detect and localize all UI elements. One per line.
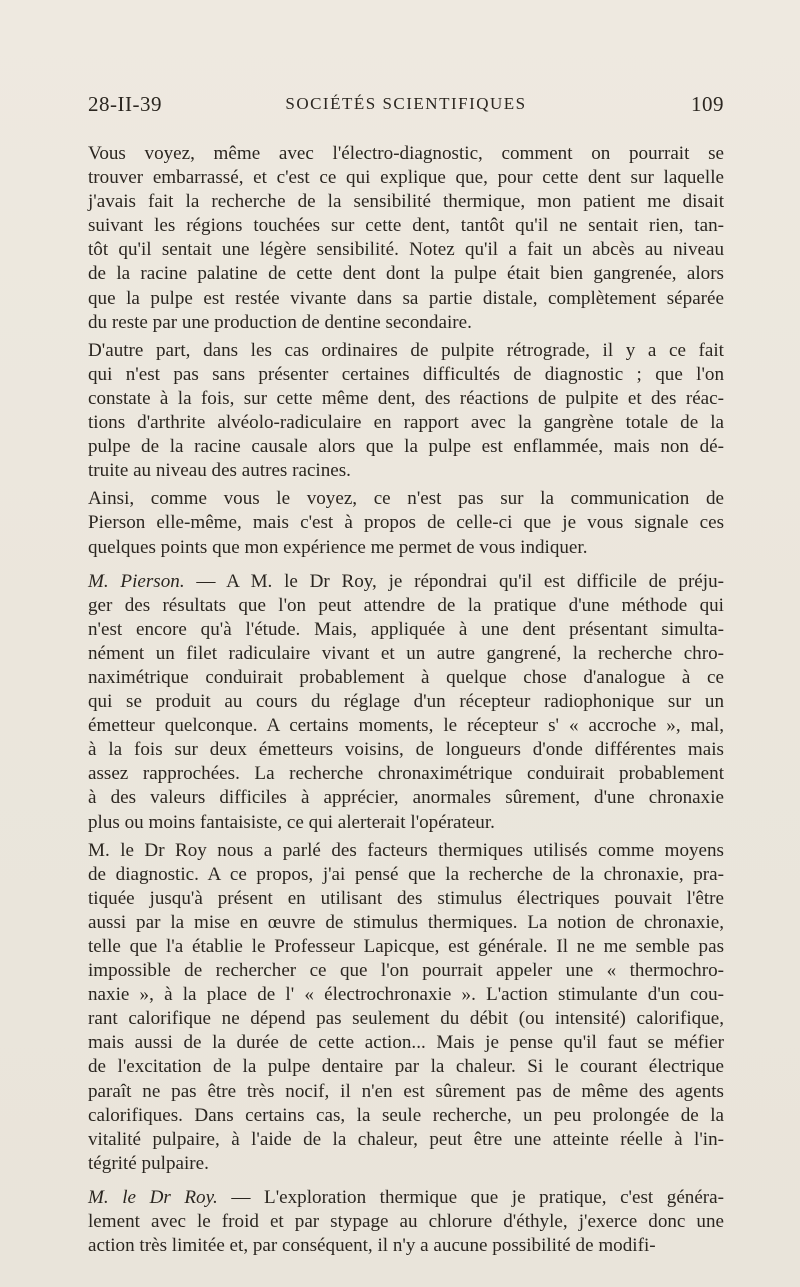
text-line: à des valeurs difficiles à apprécier, anormales sûrement, d'une chronaxie bbox=[88, 787, 724, 809]
text-line: paraît ne pas être très nocif, il n'en est sûrement pas de même des agents bbox=[88, 1080, 724, 1102]
speaker-name: M. le Dr Roy. bbox=[88, 1186, 218, 1208]
text-line: M. le Dr Roy nous a parlé des facteurs thermiques utilisés comme moyens bbox=[88, 839, 724, 861]
paragraph bbox=[88, 142, 724, 335]
text-line: du reste par une production de dentine secondaire. bbox=[88, 311, 472, 333]
running-header bbox=[88, 92, 724, 122]
text-line: de diagnostic. A ce propos, j'ai pensé que la recherche de la chronaxie, pra- bbox=[88, 863, 724, 885]
header-date: 28-II-39 bbox=[88, 92, 162, 116]
text-line: action très limitée et, par conséquent, il n'y a aucune possibilité de modifi- bbox=[88, 1235, 656, 1257]
text-line: n'est encore qu'à l'étude. Mais, appliquée à une dent présentant simulta- bbox=[88, 618, 724, 640]
paragraph bbox=[88, 487, 724, 559]
paragraph bbox=[88, 1186, 724, 1258]
text-line: de la racine palatine de cette dent dont la pulpe était bien gangrenée, alors bbox=[88, 263, 724, 285]
text-line: aussi par la mise en œuvre de stimulus thermiques. La notion de chronaxie, bbox=[88, 911, 724, 933]
text-line: Vous voyez, même avec l'électro-diagnostic, comment on pourrait se bbox=[88, 143, 724, 164]
text-line: quelques points que mon expérience me permet de vous indiquer. bbox=[88, 536, 588, 558]
text-line: à la fois sur deux émetteurs voisins, de longueurs d'onde différentes mais bbox=[88, 739, 724, 761]
text-line: ger des résultats que l'on peut attendre de la pratique d'une méthode qui bbox=[88, 594, 724, 616]
speaker-name: M. Pierson. bbox=[88, 570, 185, 592]
header-page-number: 109 bbox=[691, 92, 724, 116]
text-line: assez rapprochées. La recherche chronaximétrique conduirait probablement bbox=[88, 763, 724, 785]
text-line: trouver embarrassé, et c'est ce qui explique que, pour cette dent sur laquelle bbox=[88, 167, 724, 189]
text-line: naximétrique conduirait probablement à quelque chose d'analogue à ce bbox=[88, 666, 724, 688]
text-line: nément un filet radiculaire vivant et un autre gangrené, la recherche chro- bbox=[88, 642, 724, 664]
text-line: lement avec le froid et par stypage au chlorure d'éthyle, j'exerce donc une bbox=[88, 1211, 724, 1233]
text-line: D'autre part, dans les cas ordinaires de pulpite rétrograde, il y a ce fait bbox=[88, 339, 724, 361]
text-line: plus ou moins fantaisiste, ce qui alerterait l'opérateur. bbox=[88, 811, 495, 833]
text-line: mais aussi de la durée de cette action... Mais je pense qu'il faut se méfier bbox=[88, 1032, 724, 1054]
text-line: qui se produit au cours du réglage d'un récepteur radiophonique sur un bbox=[88, 691, 724, 713]
body-text bbox=[88, 142, 724, 1262]
text-line: que la pulpe est restée vivante dans sa partie distale, complètement séparée bbox=[88, 287, 724, 309]
text-line bbox=[88, 1186, 724, 1210]
text-line: tiquée jusqu'à présent en utilisant des stimulus électriques pouvait l'être bbox=[88, 887, 724, 909]
paragraph bbox=[88, 570, 724, 835]
text-line: de l'excitation de la pulpe dentaire par la chaleur. Si le courant électrique bbox=[88, 1056, 724, 1078]
text-line: Pierson elle-même, mais c'est à propos de celle-ci que je vous signale ces bbox=[88, 512, 724, 534]
paragraph bbox=[88, 339, 724, 484]
text-line: impossible de rechercher ce que l'on pourrait appeler une « thermochro- bbox=[88, 960, 724, 982]
text-line: qui n'est pas sans présenter certaines difficultés de diagnostic ; que l'on bbox=[88, 363, 724, 385]
speaker-text: — A M. le Dr Roy, je répondrai qu'il est difficile de préju- bbox=[184, 570, 724, 592]
paragraph bbox=[88, 839, 724, 1176]
text-line: rant calorifique ne dépend pas seulement du débit (ou intensité) calorifique, bbox=[88, 1008, 724, 1030]
text-line bbox=[88, 570, 724, 594]
text-line: tions d'arthrite alvéolo-radiculaire en rapport avec la gangrène totale de la bbox=[88, 412, 724, 434]
text-line: vitalité pulpaire, à l'aide de la chaleur, peut être une atteinte réelle à l'in- bbox=[88, 1128, 724, 1150]
text-line: suivant les régions touchées sur cette dent, tantôt qu'il ne sentait rien, tan- bbox=[88, 215, 724, 237]
text-line: truite au niveau des autres racines. bbox=[88, 460, 351, 482]
text-line: émetteur quelconque. A certains moments, le récepteur s' « accroche », mal, bbox=[88, 715, 724, 737]
text-line: tôt qu'il sentait une légère sensibilité. Notez qu'il a fait un abcès au niveau bbox=[88, 239, 724, 261]
text-line: Ainsi, comme vous le voyez, ce n'est pas sur la communication de bbox=[88, 488, 724, 510]
text-line: pulpe de la racine causale alors que la pulpe est enflammée, mais non dé- bbox=[88, 436, 724, 458]
speaker-text: — L'exploration thermique que je pratique, c'est généra- bbox=[217, 1186, 725, 1208]
text-line: calorifiques. Dans certains cas, la seule recherche, un peu prolongée de la bbox=[88, 1104, 724, 1126]
text-line: tégrité pulpaire. bbox=[88, 1152, 209, 1174]
text-line: telle que l'a établie le Professeur Lapicque, est générale. Il ne me semble pas bbox=[88, 936, 724, 957]
text-line: j'avais fait la recherche de la sensibilité thermique, mon patient me disait bbox=[88, 191, 724, 213]
text-line: constate à la fois, sur cette même dent, des réactions de pulpite et des réac- bbox=[88, 387, 724, 409]
text-line: naxie », à la place de l' « électrochronaxie ». L'action stimulante d'un cou- bbox=[88, 984, 724, 1006]
header-running-title: SOCIÉTÉS SCIENTIFIQUES bbox=[285, 94, 527, 113]
